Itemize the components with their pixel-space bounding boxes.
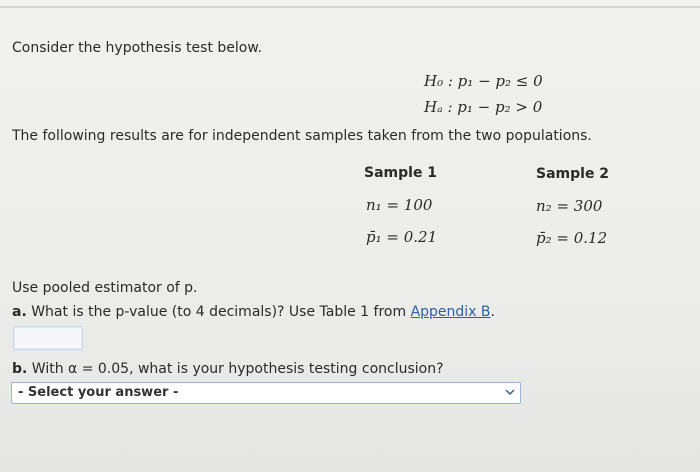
conclusion-select-value: - Select your answer - — [18, 385, 179, 400]
question-intro: Consider the hypothesis test below. — [12, 40, 262, 56]
part-a-prompt — [12, 304, 495, 320]
part-b-prompt — [12, 361, 444, 377]
sample1-header: Sample 1 — [364, 165, 438, 181]
part-a-text: What is the p-value (to 4 decimals)? Use Table 1 from — [31, 304, 407, 320]
chevron-down-icon — [504, 386, 516, 398]
null-hypothesis: H₀ : p₁ − p₂ ≤ 0 — [424, 72, 543, 90]
samples-intro: The following results are for independent samples taken from the two populations. — [12, 128, 592, 144]
divider — [0, 6, 700, 8]
part-a-letter: a. — [12, 304, 27, 320]
conclusion-select[interactable] — [11, 382, 521, 404]
sample1-n: n₁ = 100 — [366, 196, 433, 214]
sample1-p: p̄₁ = 0.21 — [366, 228, 438, 246]
sample2-header: Sample 2 — [536, 166, 610, 182]
part-a-period: . — [490, 304, 495, 320]
sample2-n: n₂ = 300 — [536, 197, 603, 215]
part-b-text: With α = 0.05, what is your hypothesis testing conclusion? — [31, 361, 444, 377]
sample2-p: p̄₂ = 0.12 — [536, 229, 608, 247]
pooled-note: Use pooled estimator of p. — [12, 280, 198, 296]
part-b-letter: b. — [12, 361, 28, 377]
p-value-input[interactable] — [13, 326, 83, 350]
alternative-hypothesis: Hₐ : p₁ − p₂ > 0 — [424, 98, 543, 116]
appendix-b-link[interactable]: Appendix B — [410, 304, 491, 320]
